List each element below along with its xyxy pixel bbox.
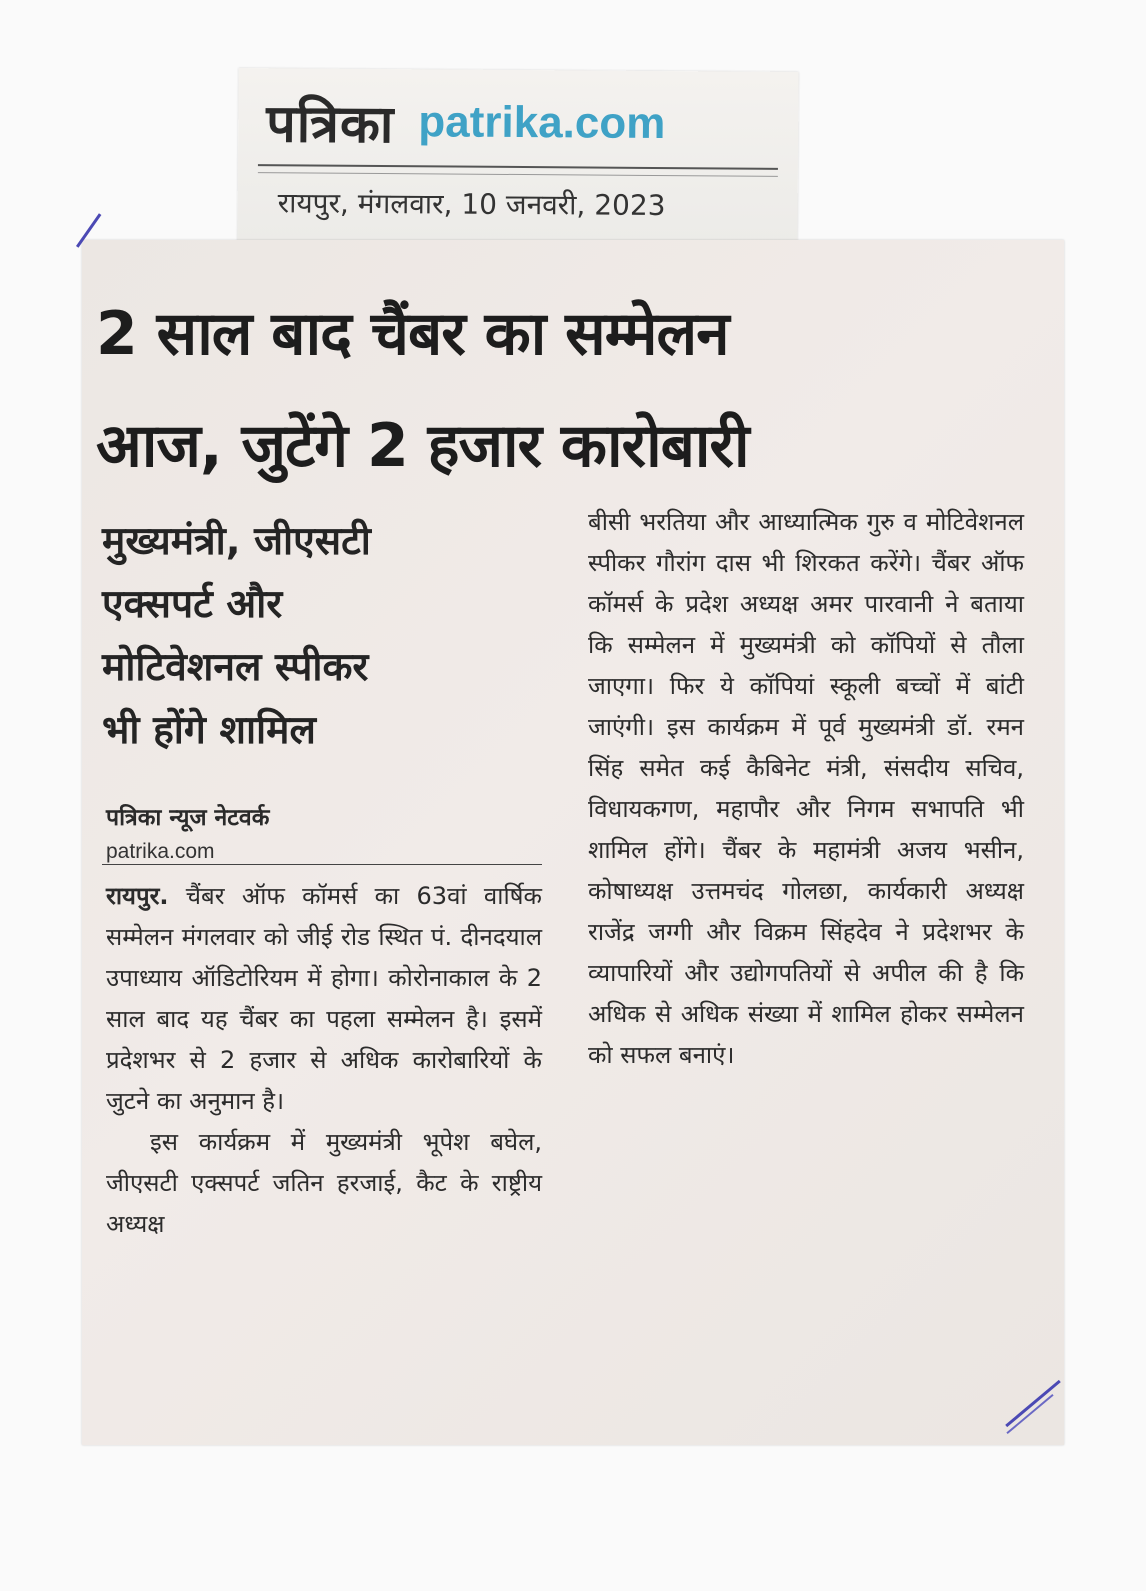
subheadline — [102, 510, 542, 762]
pen-mark-top-left — [76, 213, 101, 247]
newspaper-masthead — [237, 68, 798, 247]
subhead-line-3: मोटिवेशनल स्पीकर — [102, 645, 369, 690]
byline: पत्रिका न्यूज नेटवर्क — [106, 805, 270, 831]
body-column-left — [106, 876, 542, 1245]
headline-line-2: आज, जुटेंगे 2 हजार कारोबारी — [96, 411, 749, 481]
headline — [96, 278, 1046, 502]
news-clipping — [82, 240, 1064, 1445]
headline-line-1: 2 साल बाद चैंबर का सम्मेलन — [96, 299, 729, 369]
body-paragraph-1 — [106, 876, 542, 1122]
pen-mark-bottom-right-2 — [1006, 1394, 1053, 1434]
body-paragraph-2-continued: बीसी भरतिया और आध्यात्मिक गुरु व मोटिवेशनल स्पीकर गौरांग दास भी शिरकत करेंगे। चैंबर ऑफ कॉमर्स के प्रदेश अध्यक्ष अमर पारवानी ने बताया कि सम्मेलन में मुख्यमंत्री को कॉपियों से तौला जाएगा। फिर ये कॉपियां स्कूली बच्चों में बांटी जाएंगी। इस कार्यक्रम में पूर्व मुख्यमंत्री डॉ. रमन सिंह समेत कई कैबिनेट मंत्री, संसदीय सचिव, विधायकगण, महापौर और निगम सभापति भी शामिल होंगे। चैंबर के महामंत्री अजय भसीन, कोषाध्यक्ष उत्तमचंद गोलछा, कार्यकारी अध्यक्ष राजेंद्र जग्गी और विक्रम सिंहदेव ने प्रदेशभर के व्यापारियों और उद्योगपतियों से अपील की है कि अधिक से अधिक संख्या में शामिल होकर सम्मेलन को सफल बनाएं। — [588, 508, 1024, 1069]
lead-place: रायपुर. — [106, 882, 169, 910]
website-name: patrika.com — [418, 97, 666, 149]
subhead-line-2: एक्सपर्ट और — [102, 582, 283, 627]
paragraph-1-text: चैंबर ऑफ कॉमर्स का 63वां वार्षिक सम्मेलन मंगलवार को जीई रोड स्थित पं. दीनदयाल उपाध्याय ऑडिटोरियम में होगा। कोरोनाकाल के 2 साल बाद यह चैंबर का पहला सम्मेलन है। इसमें प्रदेशभर से 2 हजार से अधिक कारोबारियों के जुटने का अनुमान है। — [106, 882, 542, 1115]
newspaper-logo: पत्रिका — [266, 93, 395, 155]
masthead-rule-thin — [258, 172, 778, 177]
subhead-line-4: भी होंगे शामिल — [102, 708, 316, 753]
pen-mark-bottom-right — [1005, 1380, 1061, 1427]
masthead-brand — [266, 86, 666, 159]
body-paragraph-2-start: इस कार्यक्रम में मुख्यमंत्री भूपेश बघेल, जीएसटी एक्सपर्ट जतिन हरजाई, कैट के राष्ट्रीय अध्यक्ष — [106, 1128, 542, 1238]
byline-website: patrika.com — [106, 840, 215, 863]
body-column-right — [588, 502, 1024, 1076]
masthead-rule — [258, 164, 778, 170]
subhead-line-1: मुख्यमंत्री, जीएसटी — [102, 519, 371, 564]
byline-rule — [102, 864, 542, 865]
dateline: रायपुर, मंगलवार, 10 जनवरी, 2023 — [277, 186, 666, 223]
